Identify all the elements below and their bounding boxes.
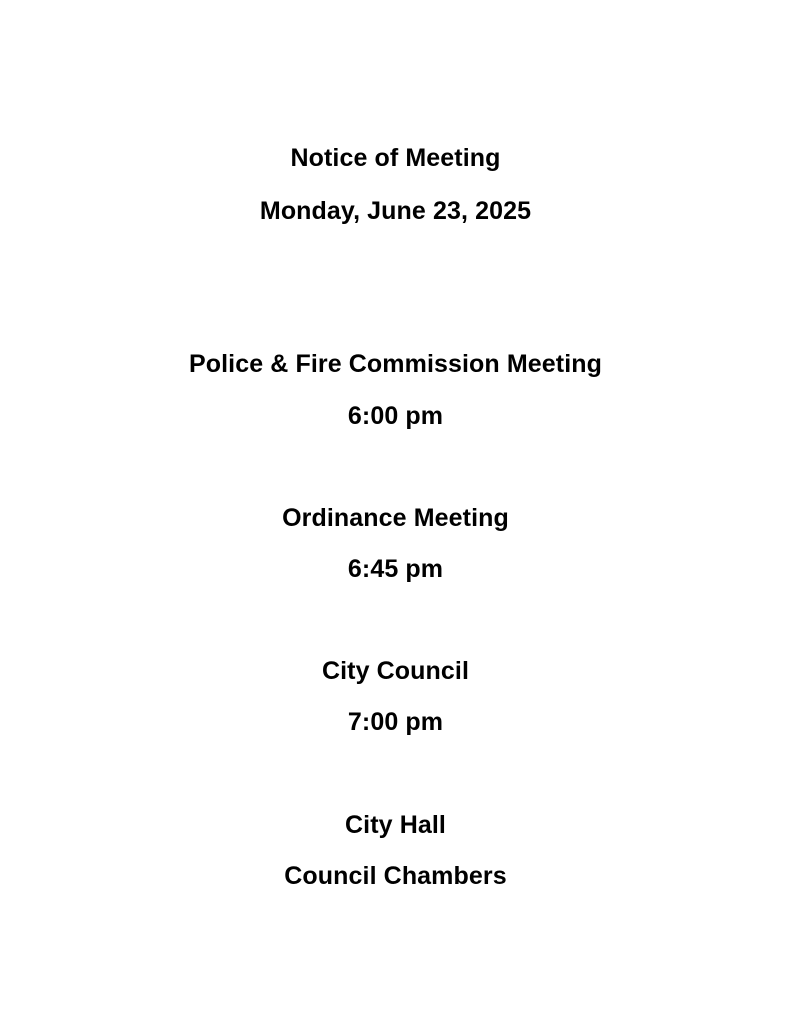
meeting-name-city-council: City Council: [321, 657, 470, 685]
notice-title: Notice of Meeting: [290, 144, 501, 172]
meeting-time-city-council: 7:00 pm: [347, 708, 444, 736]
meeting-time-ordinance: 6:45 pm: [347, 555, 444, 583]
meeting-name-ordinance: Ordinance Meeting: [282, 504, 509, 532]
location-room: Council Chambers: [284, 862, 507, 890]
meeting-date: Monday, June 23, 2025: [259, 197, 532, 225]
meeting-name-police-fire: Police & Fire Commission Meeting: [188, 350, 602, 378]
meeting-time-police-fire: 6:00 pm: [347, 402, 444, 430]
location-building: City Hall: [345, 811, 446, 839]
